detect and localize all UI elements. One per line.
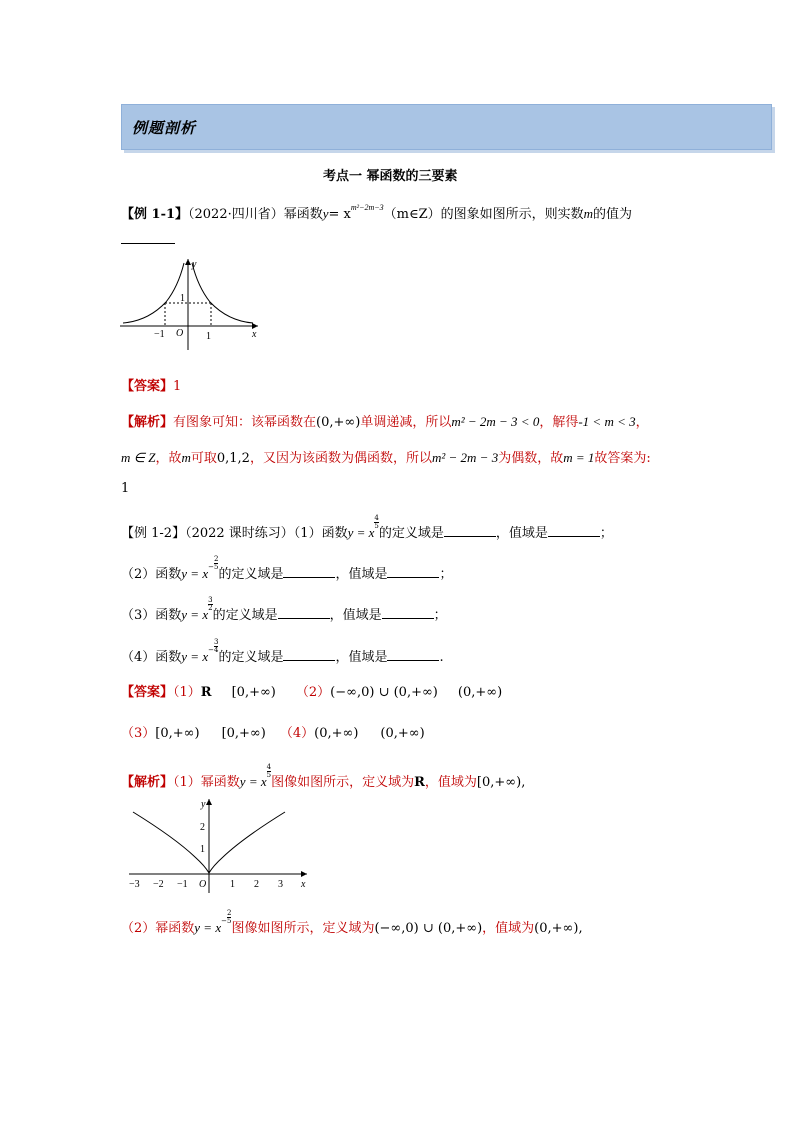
domain-blank — [283, 648, 335, 661]
power-function-graph-1 — [118, 255, 263, 355]
exp-den: 5 — [213, 563, 219, 571]
exp-sign: − — [208, 646, 214, 654]
sol-math: m — [181, 450, 191, 465]
math-eq: = x — [328, 207, 351, 222]
part-label: （3）函数 — [121, 608, 182, 623]
math-condition: （m∈Z） — [383, 207, 441, 222]
exp-sign: − — [208, 563, 214, 571]
math-m: m — [583, 206, 594, 221]
curve-left — [123, 263, 184, 323]
math-func: y = x — [181, 566, 209, 581]
xtick-neg3: −3 — [129, 879, 140, 890]
xtick-2: 2 — [254, 879, 259, 890]
solution-1-line-2 — [121, 447, 651, 466]
domain-text: 的定义域是 — [378, 526, 444, 541]
answer-label: 【答案】 — [121, 685, 174, 700]
end-punct: . — [439, 650, 444, 665]
part-label: （1）函数 — [293, 526, 348, 541]
question-text-2: 的图象如图所示，则实数 — [440, 207, 584, 222]
solution-1-line-1 — [121, 411, 649, 430]
ans-part: （4） — [279, 726, 315, 741]
sol-math: m = 1 — [563, 450, 595, 465]
xtick-neg2: −2 — [153, 879, 164, 890]
tick-neg1: −1 — [154, 329, 165, 340]
end-punct: ； — [599, 526, 613, 541]
exp-den: 5 — [266, 771, 272, 779]
exp-den: 2 — [208, 604, 213, 612]
exponent-fraction — [208, 639, 218, 654]
ytick-1: 1 — [200, 844, 205, 855]
solution-label: 【解析】 — [121, 415, 174, 430]
math-exponent: m²−2m−3 — [350, 203, 384, 212]
math-func: y = x — [181, 607, 209, 622]
xtick-1: 1 — [230, 879, 235, 890]
exp-num: 4 — [266, 763, 272, 771]
sol-text: 可取 — [190, 451, 217, 466]
domain-text: 的定义域是 — [218, 650, 284, 665]
sol-text: ，解得 — [539, 415, 579, 430]
ans-part: （2） — [295, 685, 331, 700]
range-text: ，值域是 — [329, 608, 382, 623]
ans-value: (0,+∞) — [380, 726, 425, 741]
exponent-fraction — [221, 910, 231, 925]
example-source: （2022·四川省） — [188, 207, 284, 222]
sol-text: ， — [635, 415, 649, 430]
answer-blank — [121, 243, 175, 244]
sol-text: 故答案为: — [594, 451, 651, 466]
sol-math: [0,+∞) — [476, 775, 522, 790]
ytick-2: 2 — [200, 822, 205, 833]
sol-text: 单调递减，所以 — [360, 415, 452, 430]
solution-label: 【解析】 — [121, 775, 174, 790]
domain-blank — [278, 606, 330, 619]
answer-2-line-1 — [121, 681, 502, 700]
y-label: y — [192, 259, 197, 270]
ans-value: [0,+∞) — [221, 726, 266, 741]
sol-math: -1 < m < 3 — [578, 414, 636, 429]
answer-label: 【答案】 — [121, 379, 174, 394]
math-func: y = x — [239, 774, 267, 789]
range-blank — [548, 524, 600, 537]
range-text: ，值域是 — [335, 650, 388, 665]
math-func: y = x — [181, 649, 209, 664]
answer-value: 1 — [173, 379, 182, 394]
exp-num: 4 — [374, 514, 379, 522]
sol-math: (0,+∞) — [316, 415, 361, 430]
y-axis-arrow — [185, 259, 191, 265]
range-blank — [382, 606, 434, 619]
question-text: 幂函数 — [283, 207, 323, 222]
ans-value: [0,+∞) — [155, 726, 200, 741]
example-1-2-part-1 — [121, 515, 613, 541]
exp-num: 2 — [226, 909, 232, 917]
example-1-2-part-4 — [121, 639, 444, 665]
sol-text: ，故 — [155, 451, 182, 466]
solution-2-line-1 — [121, 764, 525, 790]
curve-left — [133, 812, 209, 873]
x-label: x — [301, 879, 306, 890]
example-1-1-question — [121, 203, 632, 222]
x-axis-arrow — [301, 871, 307, 877]
sol-math: R — [414, 775, 425, 790]
part-label: （2）函数 — [121, 567, 182, 582]
exp-num: 2 — [213, 555, 219, 563]
banner-title: 例题剖析 — [132, 119, 197, 137]
sol-text: ，值域为 — [482, 921, 535, 936]
ytick-1: 1 — [180, 293, 185, 304]
sol-math: m ∈ Z — [121, 450, 156, 465]
range-text: ，值域是 — [495, 526, 548, 541]
part-label: （4）函数 — [121, 650, 182, 665]
range-text: ，值域是 — [335, 567, 388, 582]
sol-math: m² − 2m − 3 < 0 — [451, 414, 540, 429]
example-label: 【例 1-1】 — [121, 207, 189, 222]
range-blank — [387, 648, 439, 661]
origin-label: O — [199, 879, 207, 890]
sol-text: ，值域为 — [424, 775, 477, 790]
sol-text: 为偶数，故 — [498, 451, 564, 466]
section-banner — [121, 104, 772, 150]
domain-text: 的定义域是 — [212, 608, 278, 623]
sol-text: （2）幂函数 — [121, 921, 195, 936]
xtick-3: 3 — [278, 879, 283, 890]
sol-math: (0,+∞) — [534, 921, 579, 936]
sol-text: ，又因为该函数为偶函数，所以 — [249, 451, 432, 466]
sol-math: m² − 2m − 3 — [431, 450, 499, 465]
sol-text: （1）幂函数 — [173, 775, 240, 790]
sol-math: (−∞,0) ∪ (0,+∞) — [374, 921, 483, 936]
range-blank — [387, 565, 439, 578]
exp-num: 3 — [213, 638, 219, 646]
solution-1-line-3: 1 — [121, 481, 130, 496]
example-1-2-part-3 — [121, 597, 447, 623]
sol-text: , — [578, 921, 583, 936]
y-axis-arrow — [206, 799, 212, 805]
x-label: x — [252, 329, 257, 340]
section-title: 考点一 幂函数的三要素 — [323, 169, 458, 184]
exp-den: 4 — [213, 646, 219, 654]
ans-value: R — [200, 685, 212, 700]
tick-1: 1 — [206, 331, 211, 342]
sol-text: 图像如图所示，定义域为 — [271, 775, 415, 790]
end-punct: ； — [433, 608, 447, 623]
example-source: （2022 课时练习） — [185, 526, 294, 541]
sol-text: , — [521, 775, 526, 790]
example-label: 【例 1-2】 — [121, 526, 186, 541]
sol-text: 有图象可知：该幂函数在 — [173, 415, 317, 430]
ans-value: (0,+∞) — [457, 685, 503, 700]
exp-num: 3 — [208, 596, 213, 604]
exponent-fraction — [208, 556, 218, 571]
power-function-graph-2 — [125, 795, 315, 895]
end-punct: ； — [439, 567, 453, 582]
ans-part: （3） — [121, 726, 156, 741]
y-label: y — [201, 799, 206, 810]
question-text-3: 的值为 — [593, 207, 633, 222]
sol-math: 0,1,2 — [216, 451, 250, 466]
ans-part: （1） — [173, 685, 201, 700]
exp-den: 5 — [226, 917, 232, 925]
curve-right — [192, 263, 253, 323]
math-func: y = x — [347, 525, 375, 540]
curve-right — [209, 812, 285, 873]
exp-den: 5 — [374, 522, 379, 530]
domain-text: 的定义域是 — [218, 567, 284, 582]
math-func: y = x — [194, 920, 222, 935]
origin-label: O — [176, 328, 184, 339]
sol-text: 图像如图所示，定义域为 — [231, 921, 375, 936]
example-1-2-part-2 — [121, 556, 452, 582]
solution-2-line-2 — [121, 910, 583, 936]
domain-blank — [444, 524, 496, 537]
answer-1 — [121, 375, 181, 394]
ans-value: [0,+∞) — [231, 685, 276, 700]
exp-sign: − — [221, 917, 227, 925]
ans-value: (−∞,0) ∪ (0,+∞) — [330, 685, 438, 700]
xtick-neg1: −1 — [177, 879, 188, 890]
domain-blank — [283, 565, 335, 578]
answer-2-line-2 — [121, 722, 425, 741]
ans-value: (0,+∞) — [314, 726, 359, 741]
math-y: y — [322, 206, 329, 221]
